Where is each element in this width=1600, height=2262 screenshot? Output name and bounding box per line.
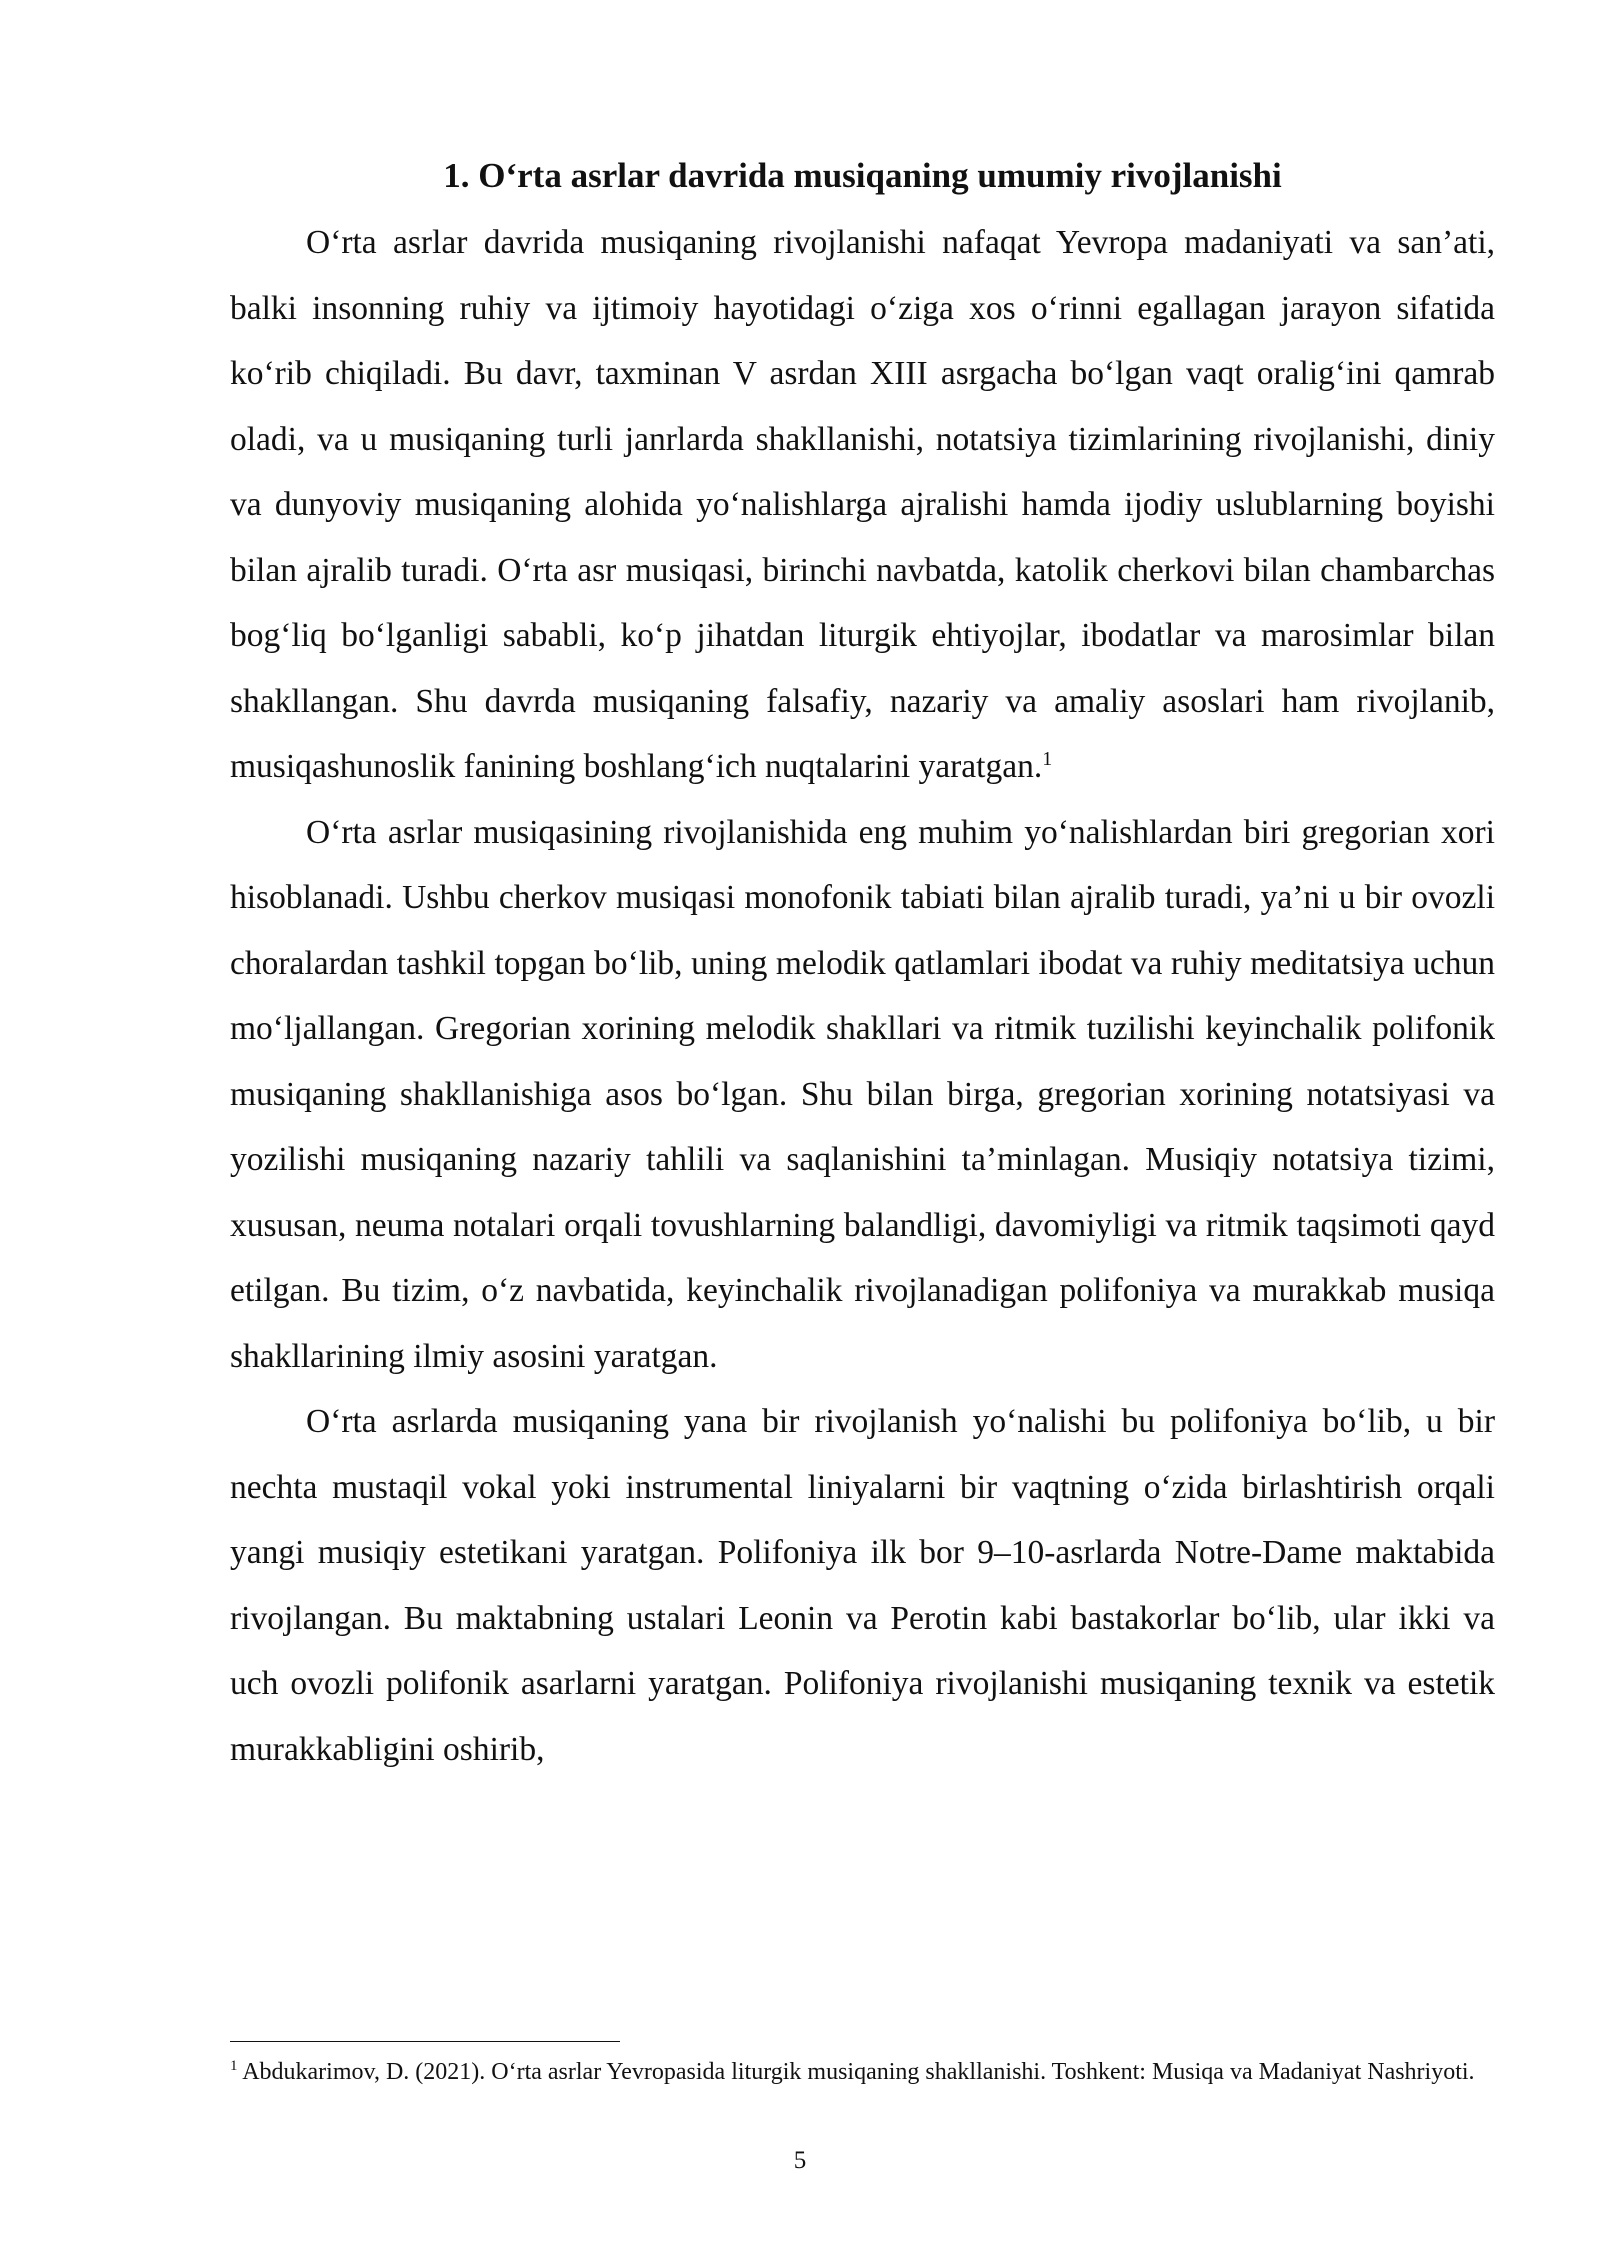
paragraph-1	[230, 210, 1495, 800]
paragraph-2	[230, 800, 1495, 1390]
section-heading: 1. O‘rta asrlar davrida musiqaning umumiy rivojlanishi	[443, 156, 1282, 195]
page-body	[230, 148, 1495, 1782]
footnote-number: 1	[230, 2058, 238, 2074]
paragraph-3-text: O‘rta asrlarda musiqaning yana bir rivojlanish yo‘nalishi bu polifoniya bo‘lib, u bir nechta mustaqil vokal yoki instrumental liniyalarni bir vaqtning o‘zida birlashtirish orqali yangi musiqiy estetikani yaratgan. Polifoniya ilk bor 9–10-asrlarda Notre-Dame maktabida rivojlangan. Bu maktabning ustalari Leonin va Perotin kabi bastakorlar bo‘lib, ular ikki va uch ovozli polifonik asarlarni yaratgan. Polifoniya rivojlanishi musiqaning texnik va estetik murakkabligini oshirib,	[230, 1403, 1495, 1768]
paragraph-1-text: O‘rta asrlar davrida musiqaning rivojlanishi nafaqat Yevropa madaniyati va san’ati, balki insonning ruhiy va ijtimoiy hayotidagi o‘ziga xos o‘rinni egallagan jarayon sifatida ko‘rib chiqiladi. Bu davr, taxminan V asrdan XIII asrgacha bo‘lgan vaqt oralig‘ini qamrab oladi, va u musiqaning turli janrlarda shakllanishi, notatsiya tizimlarining rivojlanishi, diniy va dunyoviy musiqaning alohida yo‘nalishlarga ajralishi hamda ijodiy uslublarning boyishi bilan ajralib turadi. O‘rta asr musiqasi, birinchi navbatda, katolik cherkovi bilan chambarchas bog‘liq bo‘lganligi sababli, ko‘p jihatdan liturgik ehtiyojlar, ibodatlar va marosimlar bilan shakllangan. Shu davrda musiqaning falsafiy, nazariy va amaliy asoslari ham rivojlanib, musiqashunoslik fanining boshlang‘ich nuqtalarini yaratgan.	[230, 224, 1495, 785]
page-number: 5	[793, 2147, 807, 2174]
footnote-text: Abdukarimov, D. (2021). O‘rta asrlar Yevropasida liturgik musiqaning shakllanishi. Toshkent: Musiqa va Madaniyat Nashriyoti.	[242, 2059, 1475, 2085]
footnote-separator	[230, 2041, 620, 2042]
footnote-reference[interactable]: 1	[1042, 747, 1053, 770]
paragraph-2-text: O‘rta asrlar musiqasining rivojlanishida eng muhim yo‘nalishlardan biri gregorian xori hisoblanadi. Ushbu cherkov musiqasi monofonik tabiati bilan ajralib turadi, ya’ni u bir ovozli choralardan tashkil topgan bo‘lib, uning melodik qatlamlari ibodat va ruhiy meditatsiya uchun mo‘ljallangan. Gregorian xorining melodik shakllari va ritmik tuzilishi keyinchalik polifonik musiqaning shakllanishiga asos bo‘lgan. Shu bilan birga, gregorian xorining notatsiyasi va yozilishi musiqaning nazariy tahlili va saqlanishini ta’minlagan. Musiqiy notatsiya tizimi, xususan, neuma notalari orqali tovushlarning balandligi, davomiyligi va ritmik taqsimoti qayd etilgan. Bu tizim, o‘z navbatida, keyinchalik rivojlanadigan polifoniya va murakkab musiqa shakllarining ilmiy asosini yaratgan.	[230, 813, 1495, 1375]
footnote	[230, 2055, 1495, 2089]
paragraph-3	[230, 1389, 1495, 1782]
